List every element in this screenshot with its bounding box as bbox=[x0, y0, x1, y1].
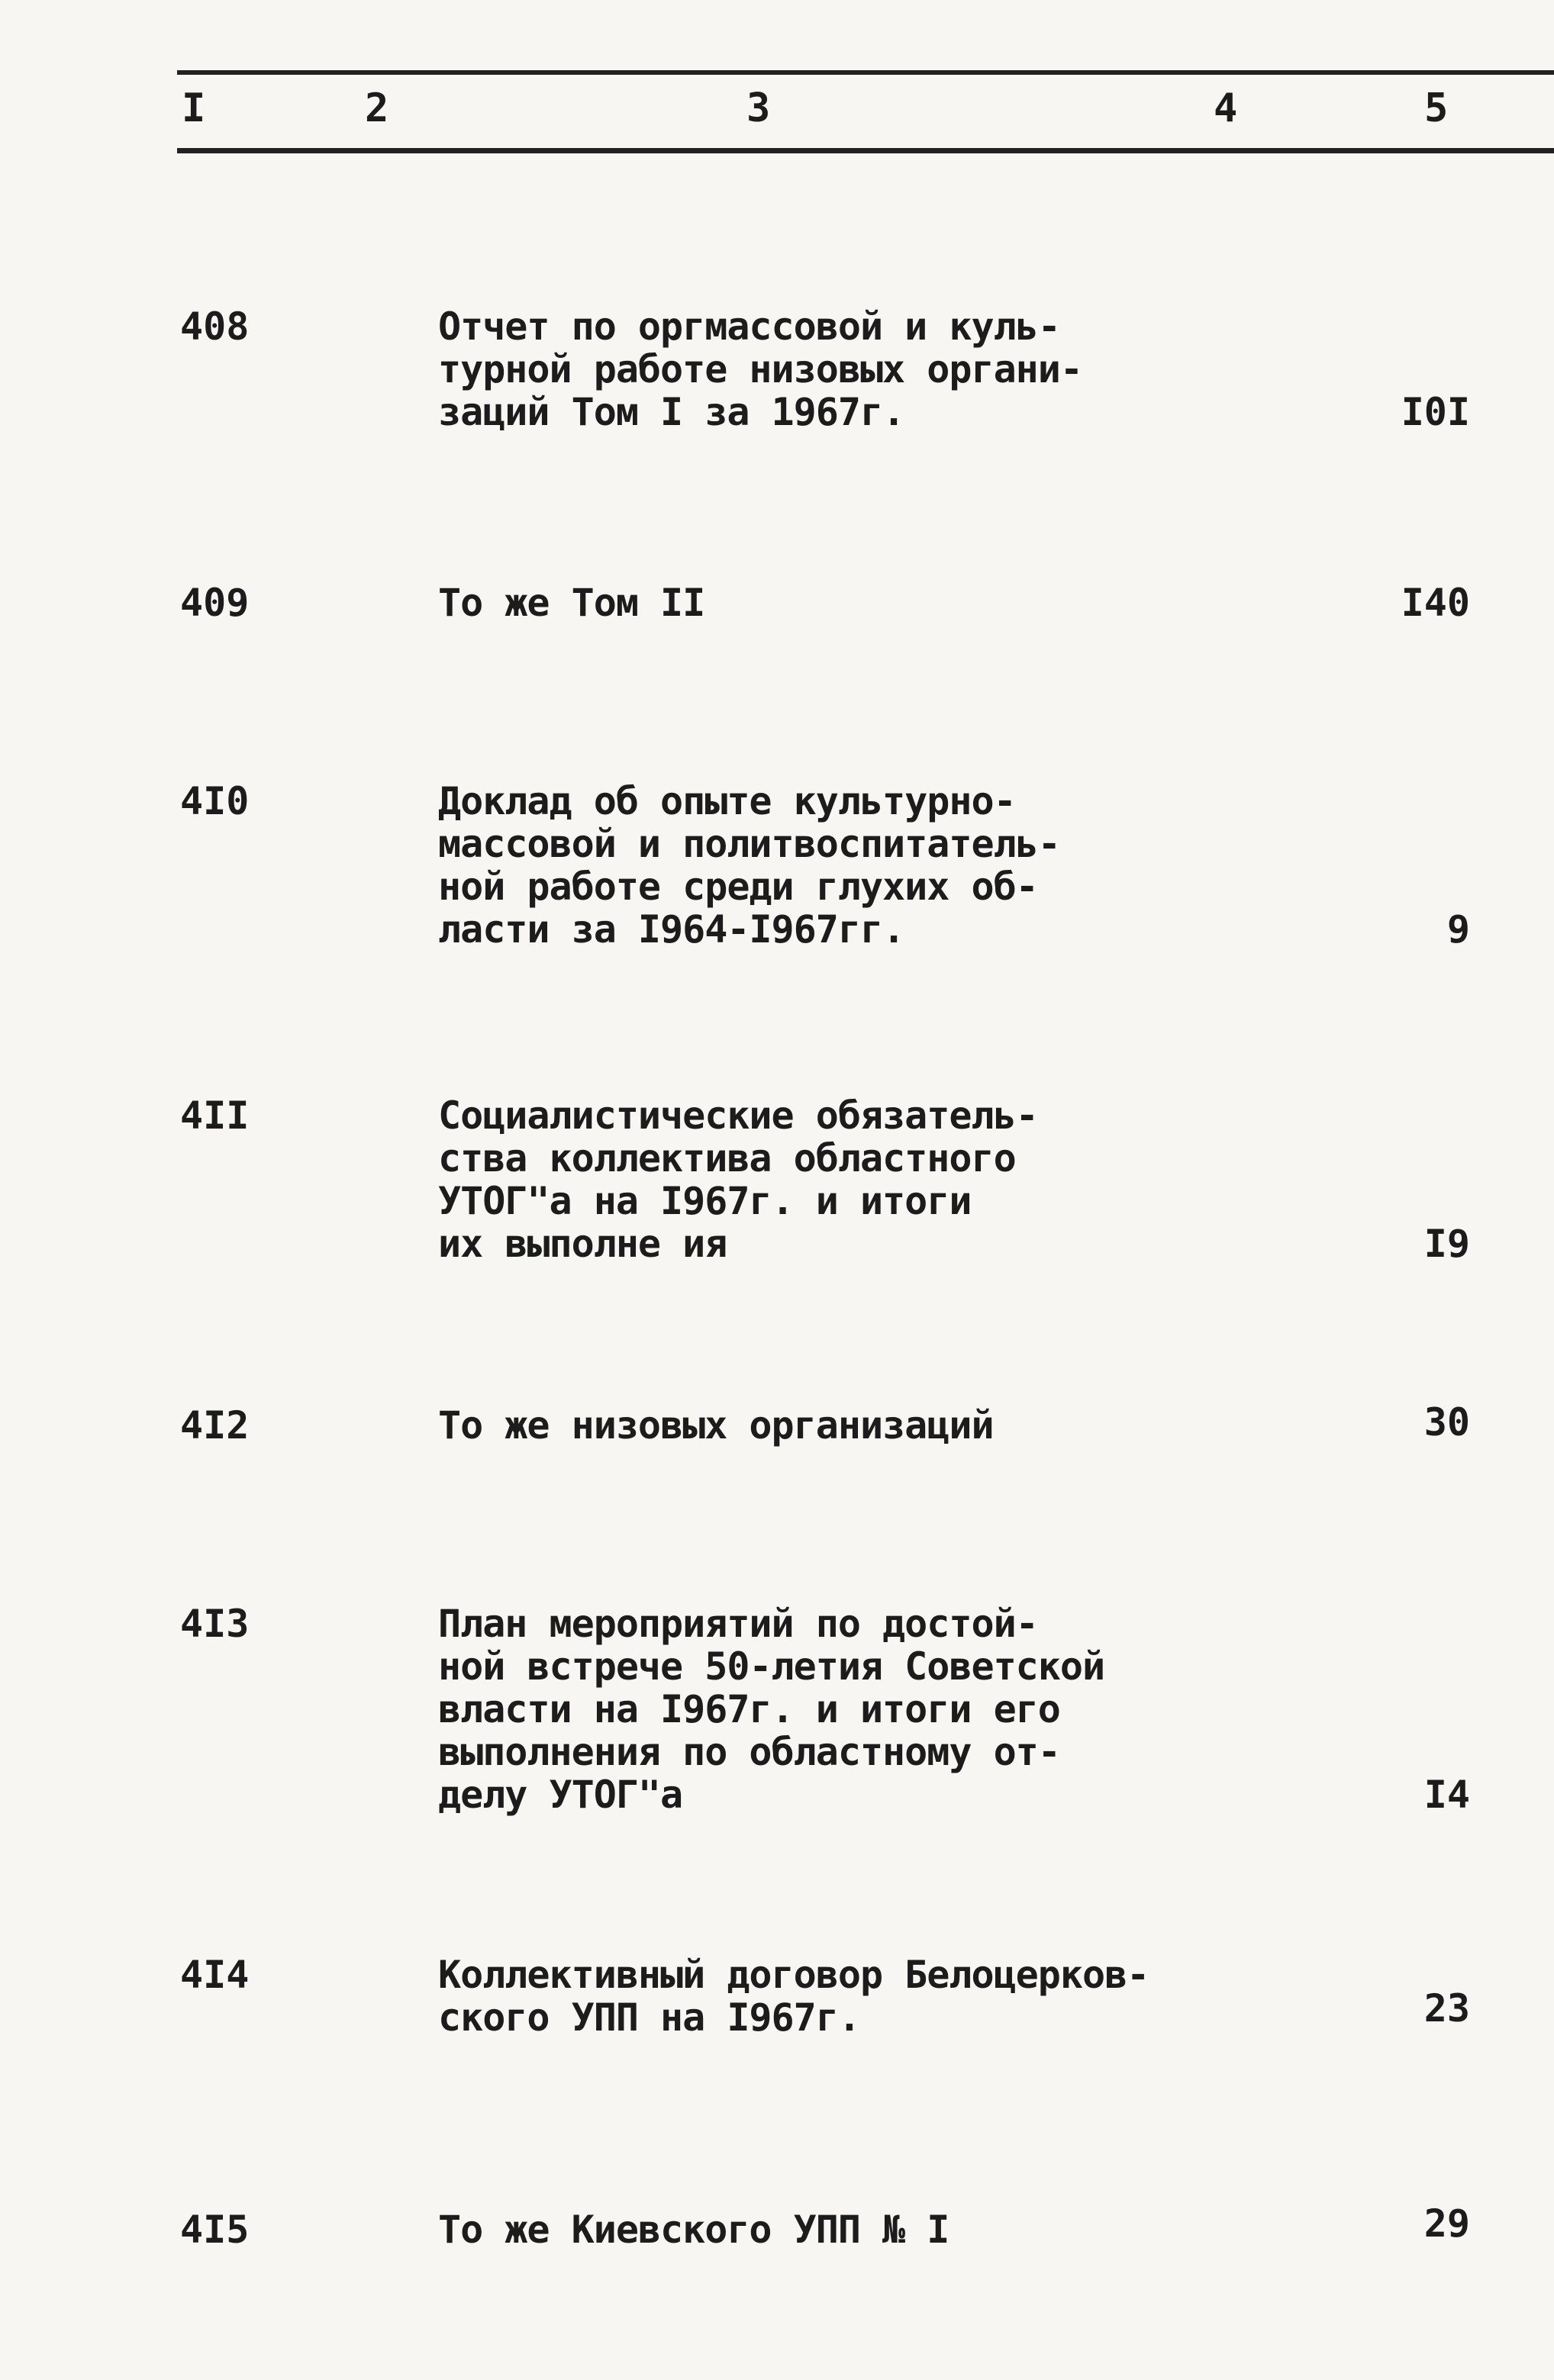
page-count: I9 bbox=[1423, 1222, 1470, 1266]
file-number: 4II bbox=[180, 1093, 250, 1138]
file-number: 4I0 bbox=[180, 779, 250, 823]
file-number: 4I4 bbox=[180, 1953, 250, 1997]
page-count: I0I bbox=[1401, 390, 1470, 434]
column-header-4: 4 bbox=[1214, 85, 1238, 131]
file-number: 409 bbox=[180, 581, 250, 625]
file-title: Социалистические обязатель- ства коллектива областного УТОГ"а на I967г. и итоги их выполне ия bbox=[438, 1093, 1038, 1266]
page-count: I4 bbox=[1423, 1773, 1470, 1817]
file-number: 4I3 bbox=[180, 1602, 250, 1646]
file-title: Доклад об опыте культурно- массовой и политвоспитатель- ной работе среди глухих об- ласти за I964-I967гг. bbox=[438, 779, 1060, 952]
page-count: 9 bbox=[1446, 907, 1470, 952]
table-header-rule bbox=[177, 148, 1554, 153]
file-title: То же Том II bbox=[438, 581, 705, 625]
file-number: 408 bbox=[180, 304, 250, 349]
page-count: 30 bbox=[1423, 1400, 1470, 1444]
page-count: 23 bbox=[1423, 1986, 1470, 2031]
file-number: 4I2 bbox=[180, 1403, 250, 1448]
file-number: 4I5 bbox=[180, 2208, 250, 2252]
file-title: То же Киевского УПП № I bbox=[438, 2208, 949, 2252]
page-count: I40 bbox=[1401, 581, 1470, 625]
page-count: 29 bbox=[1423, 2201, 1470, 2246]
file-title: То же низовых организаций bbox=[438, 1403, 994, 1448]
file-title: Коллективный договор Белоцерков- ского УПП на I967г. bbox=[438, 1953, 1149, 2040]
column-header-2: 2 bbox=[365, 85, 389, 131]
column-header-1: I bbox=[182, 85, 206, 131]
file-title: План мероприятий по достой- ной встрече 50-летия Советской власти на I967г. и итоги его выполнения по областному от- делу УТОГ"а bbox=[438, 1602, 1105, 1817]
column-header-5: 5 bbox=[1424, 85, 1449, 131]
column-header-3: 3 bbox=[746, 85, 771, 131]
table-top-rule bbox=[177, 70, 1554, 75]
file-title: Отчет по оргмассовой и куль- турной работе низовых органи- заций Том I за 1967г. bbox=[438, 304, 1082, 434]
